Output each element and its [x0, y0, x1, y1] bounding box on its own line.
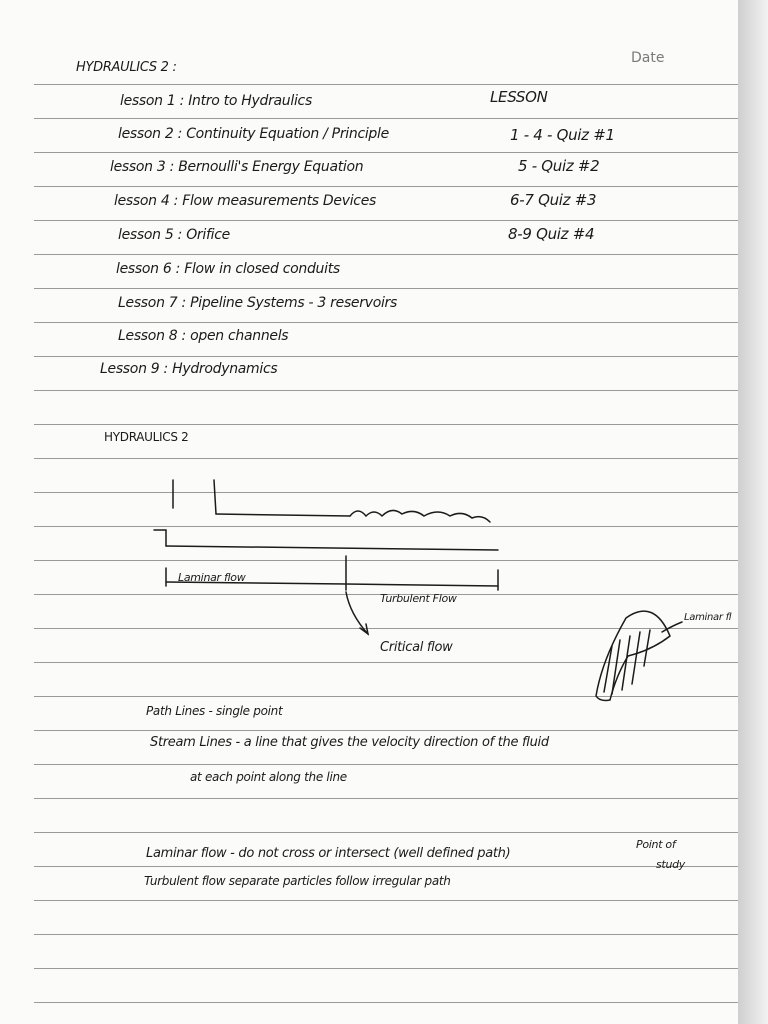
- note-stream-lines: Stream Lines - a line that gives the velocity direction of the fluid: [150, 735, 549, 750]
- pipe-bottom-line: [166, 546, 498, 550]
- dye-line: [622, 636, 630, 690]
- lesson-item: Lesson 8 : open channels: [118, 328, 289, 344]
- critical-flow-label: Critical flow: [380, 640, 453, 655]
- lesson-item: lesson 4 : Flow measurements Devices: [114, 193, 377, 209]
- note-bracket-1: Point of: [636, 838, 676, 851]
- note-laminar: Laminar flow - do not cross or intersect (well defined path): [146, 846, 511, 861]
- date-label: Date: [631, 50, 665, 66]
- lesson-item: lesson 5 : Orifice: [118, 227, 230, 243]
- quiz-item: 1 - 4 - Quiz #1: [510, 126, 615, 144]
- turbulent-wave: [350, 510, 490, 522]
- lesson-item: lesson 1 : Intro to Hydraulics: [120, 93, 312, 109]
- lesson-item: Lesson 9 : Hydrodynamics: [100, 361, 278, 377]
- critical-arrow: [346, 592, 368, 634]
- note-bracket-2: study: [656, 858, 686, 871]
- turbulent-dimension: [346, 584, 498, 586]
- side-laminar-label: Laminar fl: [684, 612, 732, 623]
- lesson-item: lesson 2 : Continuity Equation / Principle: [118, 126, 389, 142]
- lesson-header: LESSON: [490, 88, 548, 106]
- page-title: HYDRAULICS 2 :: [76, 60, 177, 75]
- lesson-item: lesson 3 : Bernoulli's Energy Equation: [110, 159, 364, 175]
- quiz-item: 5 - Quiz #2: [518, 157, 600, 175]
- dye-line: [612, 640, 620, 694]
- section-title: HYDRAULICS 2: [104, 430, 189, 444]
- dye-streak: [596, 611, 670, 700]
- turbulent-flow-label: Turbulent Flow: [380, 592, 457, 605]
- pipe-wall: [214, 480, 216, 514]
- quiz-item: 6-7 Quiz #3: [510, 191, 597, 209]
- lesson-item: Lesson 7 : Pipeline Systems - 3 reservoirs: [118, 295, 397, 311]
- laminar-flow-label: Laminar flow: [178, 571, 246, 584]
- lesson-item: lesson 6 : Flow in closed conduits: [116, 261, 340, 277]
- quiz-item: 8-9 Quiz #4: [508, 225, 595, 243]
- pipe-top-line: [216, 514, 350, 516]
- note-stream-lines-cont: at each point along the line: [190, 770, 347, 784]
- note-turbulent: Turbulent flow separate particles follow irregular path: [144, 874, 451, 888]
- note-path-lines: Path Lines - single point: [146, 704, 283, 718]
- dye-line: [632, 632, 640, 684]
